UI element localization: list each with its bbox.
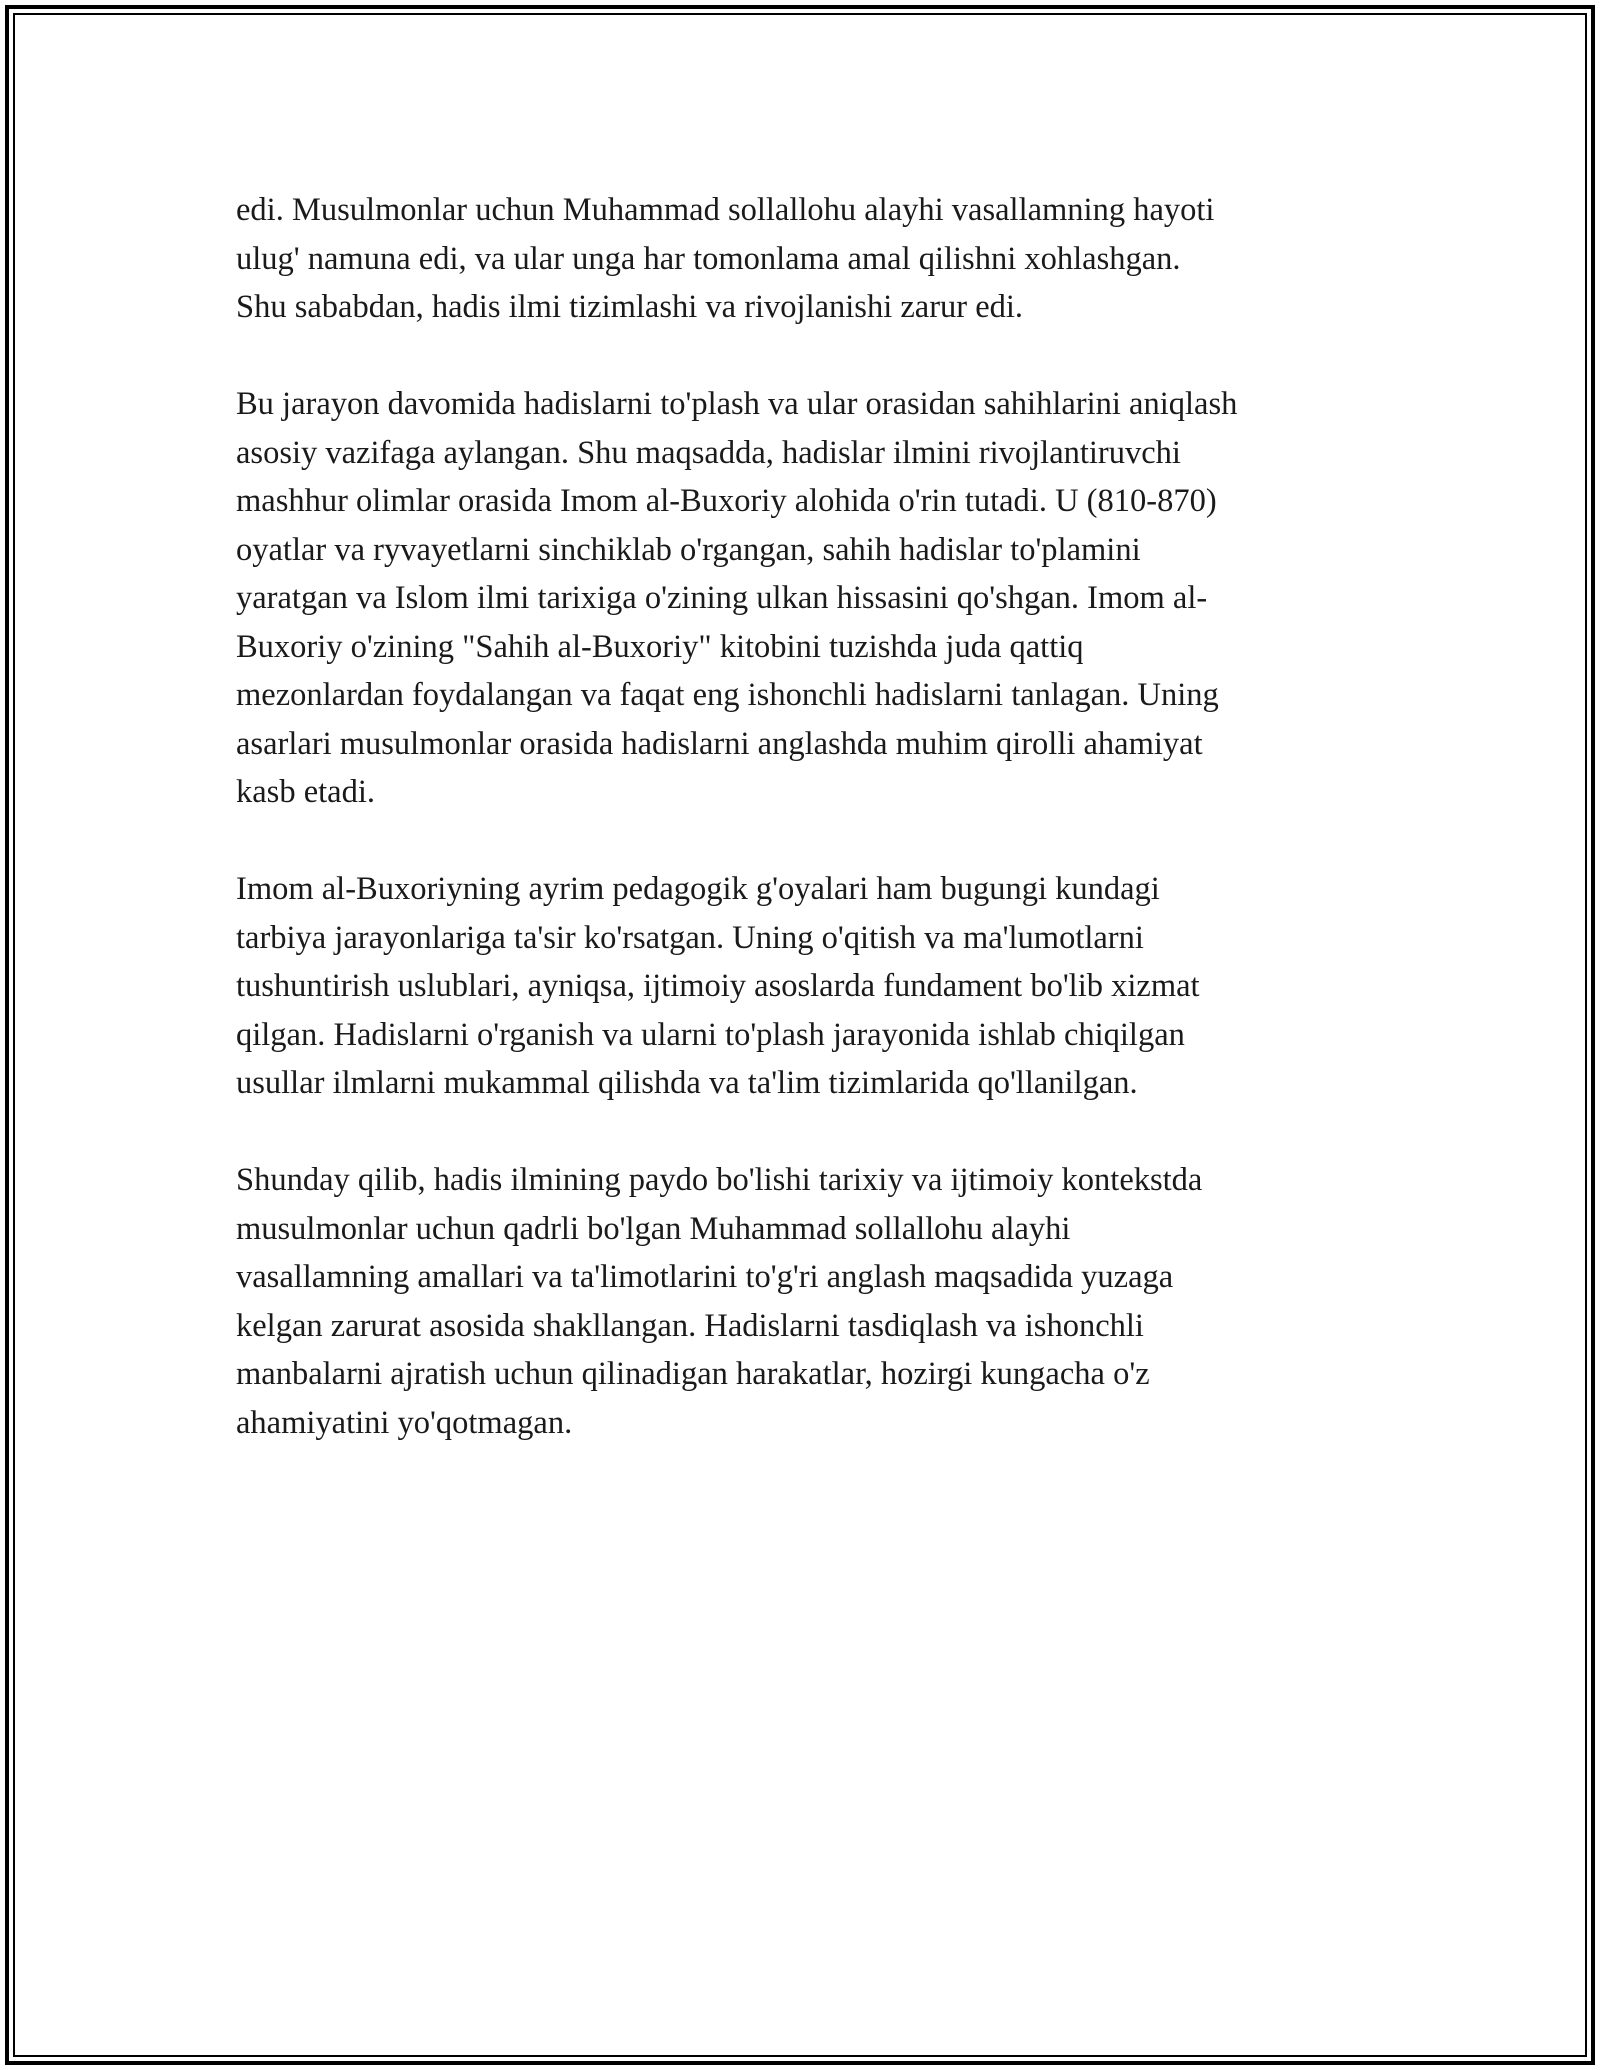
paragraph-2 xyxy=(236,380,1376,817)
text-line: yaratgan va Islom ilmi tarixiga o'zining ulkan hissasini qo'shgan. Imom al- xyxy=(236,580,1208,616)
text-line: oyatlar va ryvayetlarni sinchiklab o'rgangan, sahih hadislar to'plamini xyxy=(236,531,1141,568)
text-line: usullar ilmlarni mukammal qilishda va ta'lim tizimlarida qo'llanilgan. xyxy=(236,1065,1138,1101)
text-line: ulug' namuna edi, va ular unga har tomonlama amal qilishni xohlashgan. xyxy=(236,240,1181,277)
document-body xyxy=(236,186,1376,1496)
text-line: qilgan. Hadislarni o'rganish va ularni to'plash jarayonida ishlab chiqilgan xyxy=(236,1016,1185,1053)
text-line: Imom al-Buxoriyning ayrim pedagogik g'oyalari ham bugungi kundagi xyxy=(236,871,1160,907)
text-line: tushuntirish uslublari, ayniqsa, ijtimoiy asoslarda fundament bo'lib xizmat xyxy=(236,968,1200,1004)
text-line: kasb etadi. xyxy=(236,774,375,810)
text-line: musulmonlar uchun qadrli bo'lgan Muhammad sollallohu alayhi xyxy=(236,1210,1071,1247)
text-line: Shunday qilib, hadis ilmining paydo bo'lishi tarixiy va ijtimoiy kontekstda xyxy=(236,1162,1203,1198)
text-line: Shu sababdan, hadis ilmi tizimlashi va rivojlanishi zarur edi. xyxy=(236,289,1024,325)
text-line: mashhur olimlar orasida Imom al-Buxoriy alohida o'rin tutadi. U (810-870) xyxy=(236,483,1217,519)
paragraph-3 xyxy=(236,865,1376,1108)
paragraph-1 xyxy=(236,186,1376,332)
text-line: kelgan zarurat asosida shakllangan. Hadislarni tasdiqlash va ishonchli xyxy=(236,1307,1144,1344)
text-line: manbalarni ajratish uchun qilinadigan harakatlar, hozirgi kungacha o'z xyxy=(236,1356,1150,1392)
paragraph-4 xyxy=(236,1156,1376,1447)
text-line: mezonlardan foydalangan va faqat eng ishonchli hadislarni tanlagan. Uning xyxy=(236,677,1219,713)
text-line: Buxoriy o'zining "Sahih al-Buxoriy" kitobini tuzishda juda qattiq xyxy=(236,628,1084,665)
text-line: asosiy vazifaga aylangan. Shu maqsadda, hadislar ilmini rivojlantiruvchi xyxy=(236,434,1181,471)
text-line: asarlari musulmonlar orasida hadislarni anglashda muhim qirolli ahamiyat xyxy=(236,725,1203,762)
text-line: vasallamning amallari va ta'limotlarini to'g'ri anglash maqsadida yuzaga xyxy=(236,1259,1174,1295)
text-line: Bu jarayon davomida hadislarni to'plash va ular orasidan sahihlarini aniqlash xyxy=(236,386,1238,422)
text-line: tarbiya jarayonlariga ta'sir ko'rsatgan. Uning o'qitish va ma'lumotlarni xyxy=(236,919,1144,956)
text-line: ahamiyatini yo'qotmagan. xyxy=(236,1404,573,1441)
text-line: edi. Musulmonlar uchun Muhammad sollallohu alayhi vasallamning hayoti xyxy=(236,192,1215,228)
